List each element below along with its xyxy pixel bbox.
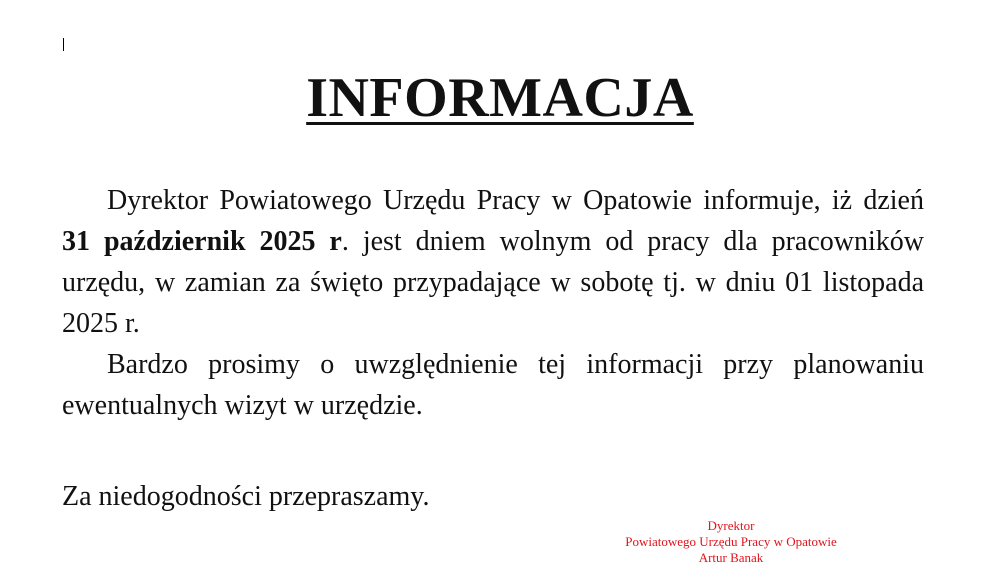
paragraph-request [62,344,924,426]
request-text: Bardzo prosimy o uwzględnienie tej informacji przy planowaniu ewentualnych wizyt w urzędzie. [62,349,924,421]
paragraph-announcement [62,180,924,344]
closing-apology: Za niedogodności przepraszamy. [62,481,430,512]
signature-role: Dyrektor [707,518,755,533]
text-cursor [63,38,64,51]
signature-name: Artur Banak [698,550,764,565]
title-text: INFORMACJA [306,67,694,129]
signature-office: Powiatowego Urzędu Pracy w Opatowie [625,534,837,549]
document-body [62,180,924,426]
page-title [0,66,1000,130]
announcement-text-end: . jest dniem wolnym od pracy dla pracowników urzędu, w zamian za święto przypadające w sobotę tj. w dniu 01 listopada 2025 r. [62,226,924,339]
announcement-date: 31 październik 2025 r [62,226,342,257]
signature-block [606,518,856,566]
announcement-text-start: Dyrektor Powiatowego Urzędu Pracy w Opatowie informuje, iż dzień [107,185,924,216]
